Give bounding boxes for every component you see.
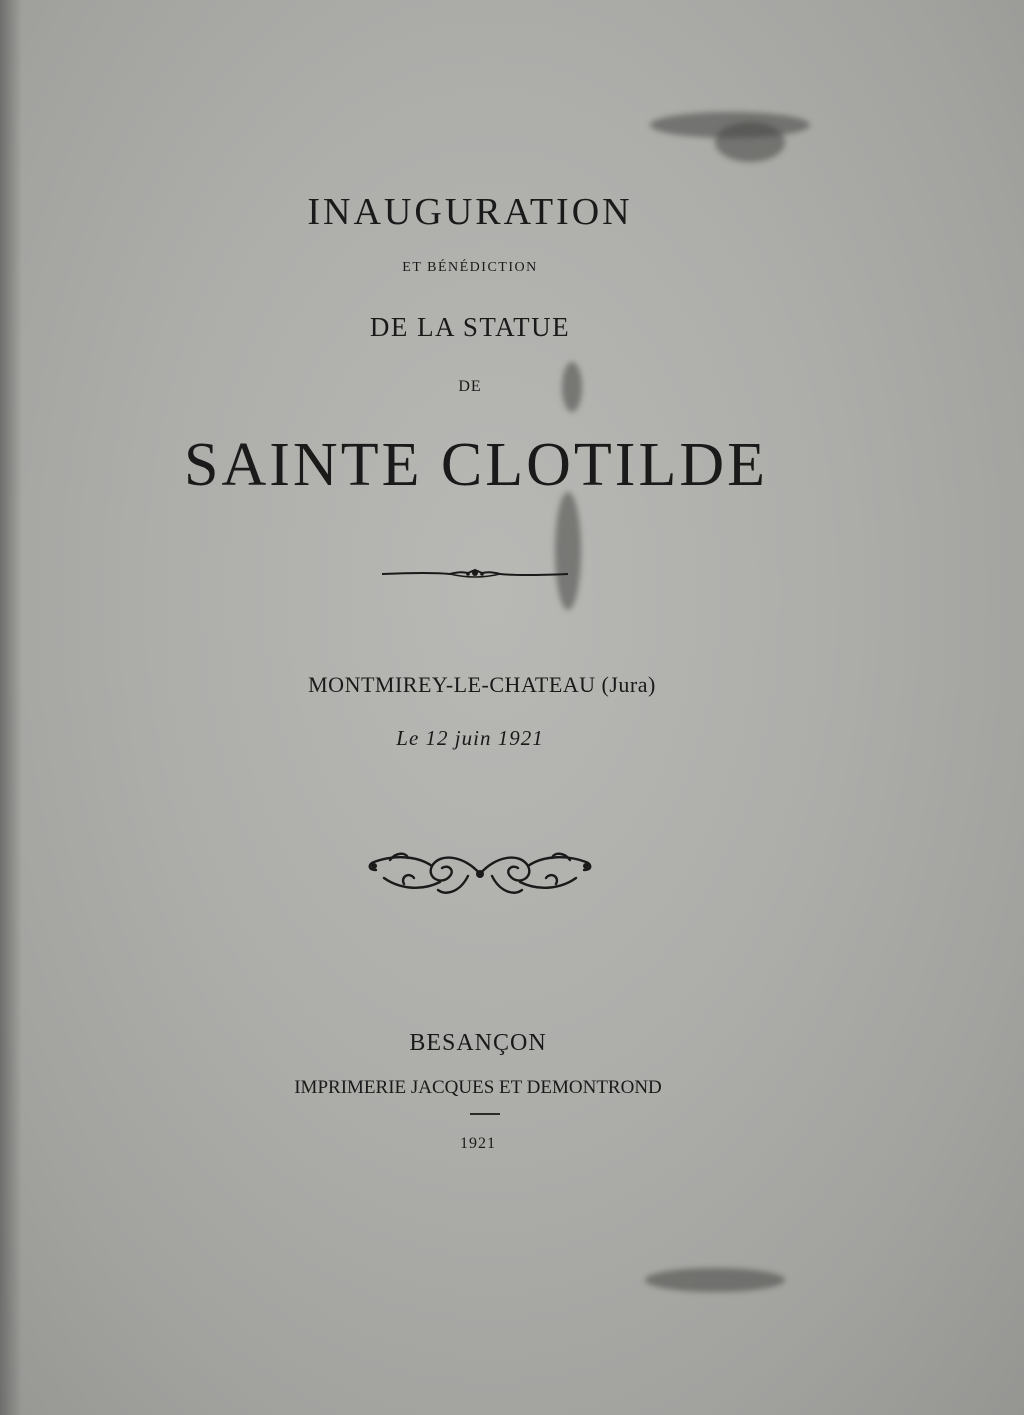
title-sainte-clotilde: SAINTE CLOTILDE [184, 431, 768, 499]
scroll-fleuron-icon [360, 846, 600, 902]
location-line: MONTMIREY-LE-CHATEAU (Jura) [308, 672, 656, 697]
stain-bottom-right [645, 1268, 785, 1292]
imprint-divider [470, 1113, 500, 1115]
title-benediction: ET BÉNÉDICTION [402, 260, 538, 275]
imprint-year: 1921 [460, 1135, 496, 1152]
imprint-city: BESANÇON [409, 1030, 547, 1056]
stain-top-right-drip [715, 122, 785, 162]
imprint-printer: IMPRIMERIE JACQUES ET DEMONTROND [294, 1077, 662, 1098]
date-line: Le 12 juin 1921 [396, 726, 544, 750]
ornamental-rule-icon [380, 562, 570, 586]
title-statue: DE LA STATUE [369, 312, 571, 342]
title-de: DE [458, 378, 482, 395]
stain-center-lower [555, 492, 581, 610]
title-inauguration: INAUGURATION [307, 191, 633, 233]
